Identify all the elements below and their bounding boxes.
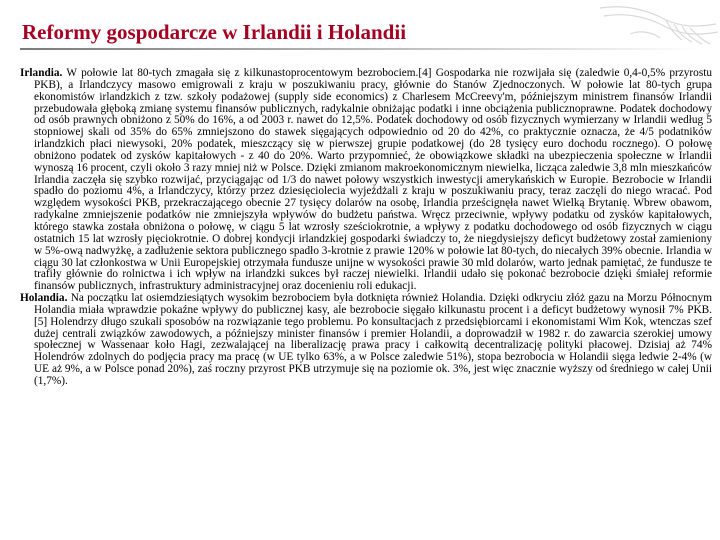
paragraph-text: Na początku lat osiemdziesiątych wysokim bezrobociem była dotknięta również Holandia. Dzięki odkryciu złóż gazu na Morzu Północnym Holandia miała wprawdzie pokaźne wpływy do publicznej kasy, ale bezrobocie sięgało kilkunastu procent i a deficyt budżetowy wynosił 7% PKB. [5] Holendrzy długo szukali sposobów na rozwiązanie tego problemu. Po konsultacjach z przedsiębiorcami i ekonomistami Wim Kok, wtenczas szef dużej centrali związków zawodowych, a późniejszy minister finansów i premier Holandii, a doprowadził w 1982 r. do zawarcia szerokiej umowy społecznej w Wassenaar koło Hagi, zezwalającej na liberalizację prawa pracy i całkowitą decentralizację polityki płacowej. Dzisiaj aż 74% Holendrów zdolnych do podjęcia pracy ma pracę (w UE tylko 63%, a w Polsce zaledwie 51%), stopa bezrobocia w Holandii sięga ledwie 2-4% (w UE aż 9%, a w Polsce ponad 20%), zaś roczny przyrost PKB utrzymuje się na poziomie ok. 3%, jest więc znacznie wyższy od średniego w całej Unii (1,7%). <box>34 292 712 387</box>
hands-decoration-icon <box>570 0 720 60</box>
paragraph-holandia <box>20 293 712 388</box>
paragraph-lead: Holandia. <box>20 292 68 305</box>
paragraph-text: W połowie lat 80-tych zmagała się z kilkunastoprocentowym bezrobociem.[4] Gospodarka nie rozwijała się (zaledwie 0,4-0,5% przyrostu PKB), a Irlandczycy masowo emigrowali z kraju w poszukiwaniu pracy, głównie do Stanów Zjednoczonych. W połowie lat 80-tych grupa ekonomistów irlandzkich z tzw. szkoły podażowej (supply side economics) z Charlesem McCreevy'm, późniejszym ministrem finansów Irlandii przebudowała głęboką zmianę systemu finansów publicznych, radykalnie obniżając podatki i inne obciążenia publicznoprawne. Podatek dochodowy od osób prawnych obniżono z 50% do 16%, a od 2003 r. nawet do 12,5%. Podatek dochodowy od osób fizycznych wymierzany w Irlandii według 5 stopniowej skali od 35% do 65% zmniejszono do stawek sięgających odpowiednio od 20 do 42%, co praktycznie oznacza, że 4/5 podatników irlandzkich płaci niewysoki, 20% podatek, mieszczący się w pierwszej grupie podatkowej (do 28 tysięcy euro dochodu rocznego). O połowę obniżono podatek od zysków kapitałowych - z 40 do 20%. Warto przypomnieć, że obowiązkowe składki na ubezpieczenia społeczne w Irlandii wynoszą 16 procent, czyli około 3 razy mniej niż w Polsce. Dzięki zmianom makroekonomicznym niewielka, licząca zaledwie 3,8 mln mieszkańców Irlandia zaczęła się szybko rozwijać, przyciągając od 1/3 do nawet połowy wszystkich inwestycji amerykańskich w Europie. Bezrobocie w Irlandii spadło do poziomu 4%, a Irlandczycy, którzy przez dziesięciolecia wyjeżdżali z kraju w poszukiwaniu pracy, teraz zaczęli do niego wracać. Pod względem wysokości PKB, przekraczającego obecnie 27 tysięcy dolarów na osobę, Irlandia prześcignęła nawet Wielką Brytanię. Wbrew obawom, radykalne zmniejszenie podatków nie zmniejszyła wpływów do budżetu państwa. Wręcz przeciwnie, wpływy podatku od zysków kapitałowych, którego stawka została obniżona o połowę, w ciągu 5 lat wzrosły sześciokrotnie, a wpływy z podatku dochodowego od osób fizycznych w ciągu ostatnich 15 lat wzrosły pięciokrotnie. O dobrej kondycji irlandzkiej gospodarki świadczy to, że niegdysiejszy deficyt budżetowy został zamieniony w 5%-ową nadwyżkę, a zadłużenie sektora publicznego spadło 3-krotnie z prawie 120% w połowie lat 80-tych, do niecałych 39% obecnie. Irlandia w ciągu 30 lat członkostwa w Unii Europejskiej otrzymała fundusze unijne w wysokości prawie 30 mld dolarów, warto jednak pamiętać, że fundusze te trafiły głównie do rolnictwa i ich wpływ na irlandzki sukces był raczej niewielki. Irlandii udało się pokonać bezrobocie dzięki śmiałej reformie finansów publicznych, infrastruktury administracyjnej oraz docenieniu roli edukacji. <box>34 68 712 293</box>
paragraph-lead: Irlandia. <box>20 68 63 79</box>
paragraph-irlandia <box>20 68 712 293</box>
slide-title: Reformy gospodarcze w Irlandii i Holandii <box>22 20 407 44</box>
article-body <box>20 68 712 534</box>
